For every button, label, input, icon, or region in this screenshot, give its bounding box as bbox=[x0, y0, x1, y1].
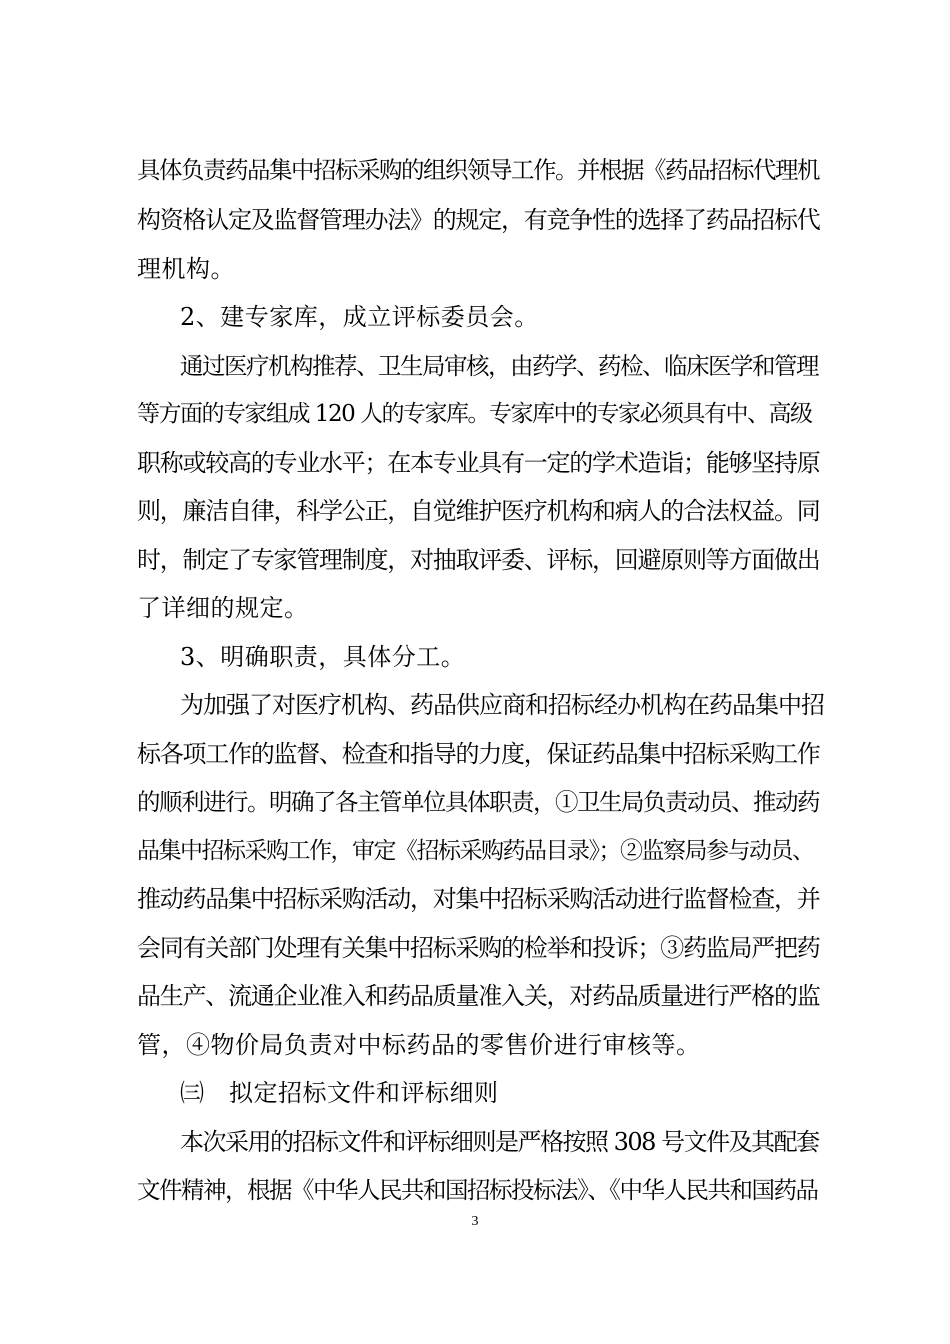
text-line: 为加强了对医疗机构、药品供应商和招标经办机构在药品集中招 bbox=[180, 691, 824, 719]
text-line: 时，制定了专家管理制度，对抽取评委、评标，回避原则等方面做出 bbox=[137, 546, 820, 574]
text-line: 品集中招标采购工作，审定《招标采购药品目录》；②监察局参与动员、 bbox=[137, 838, 814, 864]
text-line: 品生产、流通企业准入和药品质量准入关，对药品质量进行严格的监 bbox=[137, 982, 820, 1010]
text-line: 本次采用的招标文件和评标细则是严格按照 308 号文件及其配套 bbox=[180, 1128, 819, 1156]
text-line: 具体负责药品集中招标采购的组织领导工作。并根据《药品招标代理机 bbox=[137, 156, 819, 184]
text-line: 文件精神，根据《中华人民共和国招标投标法》、《中华人民共和国药品 bbox=[137, 1176, 818, 1204]
section-heading: 2、建专家库，成立评标委员会。 bbox=[180, 303, 539, 331]
text-line: 了详细的规定。 bbox=[137, 594, 309, 622]
text-line: 构资格认定及监督管理办法》的规定，有竞争性的选择了药品招标代 bbox=[137, 206, 820, 234]
text-line: 等方面的专家组成 120 人的专家库。专家库中的专家必须具有中、高级 bbox=[137, 401, 812, 427]
text-line: 管，④物价局负责对中标药品的零售价进行审核等。 bbox=[137, 1031, 701, 1059]
section-heading: 3、明确职责，具体分工。 bbox=[180, 643, 466, 671]
text-line: 理机构。 bbox=[137, 255, 235, 283]
text-line: 通过医疗机构推荐、卫生局审核，由药学、药检、临床医学和管理 bbox=[180, 352, 818, 380]
text-line: 标各项工作的监督、检查和指导的力度，保证药品集中招标采购工作 bbox=[137, 740, 820, 768]
section-heading: ㈢ 拟定招标文件和评标细则 bbox=[180, 1079, 499, 1107]
text-line: 推动药品集中招标采购活动，对集中招标采购活动进行监督检查，并 bbox=[137, 885, 820, 913]
text-line: 的顺利进行。明确了各主管单位具体职责，①卫生局负责动员、推动药 bbox=[137, 788, 819, 816]
text-line: 职称或较高的专业水平；在本专业具有一定的学术造诣；能够坚持原 bbox=[137, 449, 820, 477]
text-line: 则，廉洁自律，科学公正，自觉维护医疗机构和病人的合法权益。同 bbox=[137, 497, 820, 525]
text-line: 会同有关部门处理有关集中招标采购的检举和投诉；③药监局严把药 bbox=[137, 934, 820, 962]
page-number: 3 bbox=[471, 1214, 479, 1229]
